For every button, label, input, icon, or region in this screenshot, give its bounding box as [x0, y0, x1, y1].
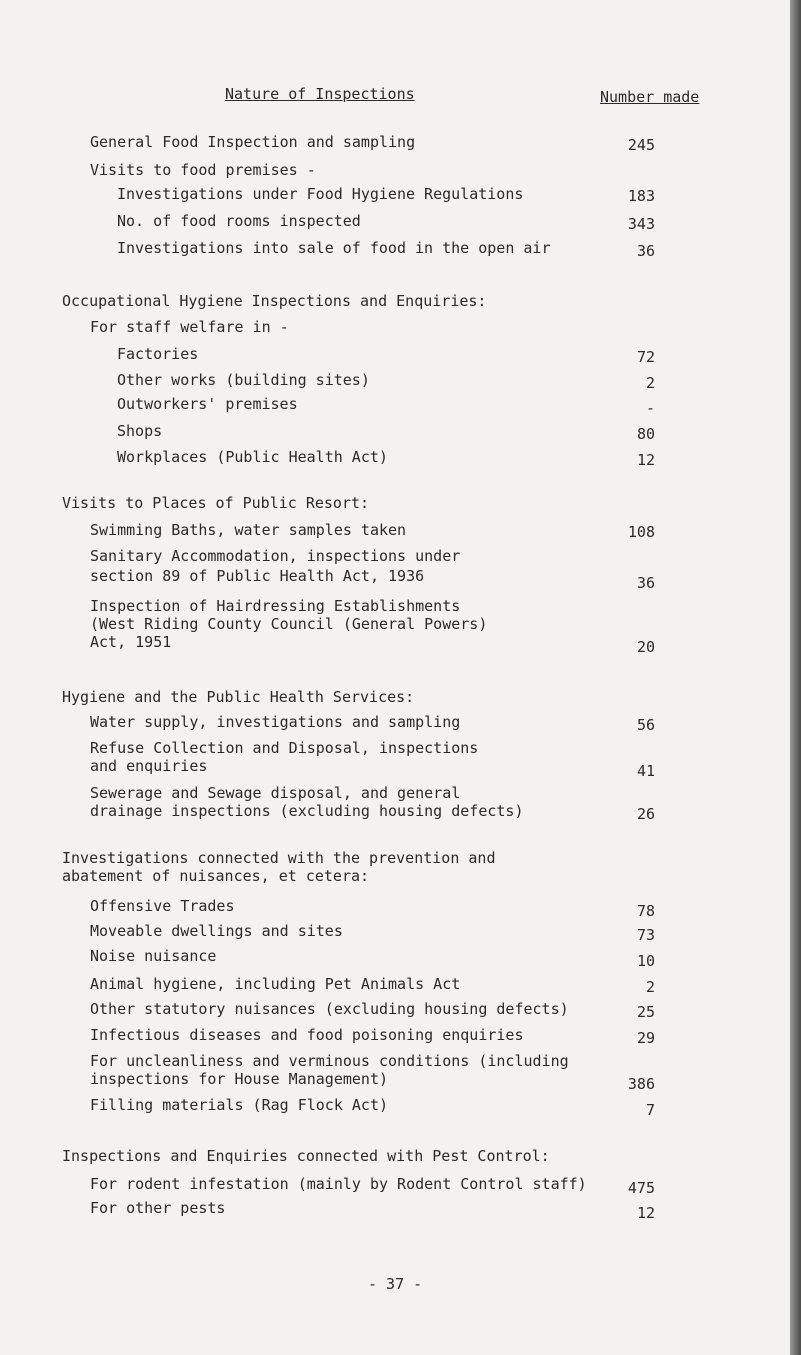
row-label: Noise nuisance: [90, 947, 217, 965]
row-label: Animal hygiene, including Pet Animals Act: [90, 975, 461, 993]
row-value: 73: [636, 926, 655, 944]
row-label: Act, 1951: [90, 633, 172, 651]
row-value: 386: [627, 1075, 655, 1093]
row-value: 80: [636, 425, 655, 443]
row-value: 20: [636, 638, 655, 656]
row-value: 56: [636, 716, 655, 734]
row-label: Sewerage and Sewage disposal, and general: [90, 784, 461, 802]
row-label: Water supply, investigations and sampling: [90, 713, 461, 731]
column-header-number: Number made: [600, 88, 700, 106]
row-label: No. of food rooms inspected: [117, 212, 361, 230]
section-heading: Visits to Places of Public Resort:: [62, 494, 370, 512]
row-label: Other works (building sites): [117, 371, 370, 389]
row-value: 343: [627, 215, 655, 233]
row-label: drainage inspections (excluding housing defects): [90, 802, 524, 820]
section-heading: Investigations connected with the prevention and: [62, 849, 496, 867]
row-label: Shops: [117, 422, 163, 440]
row-value: 29: [636, 1029, 655, 1047]
section-heading: Occupational Hygiene Inspections and Enquiries:: [62, 292, 487, 310]
row-value: 12: [636, 451, 655, 469]
row-value: 72: [636, 348, 655, 366]
row-label: Inspection of Hairdressing Establishments: [90, 597, 461, 615]
page-number: - 37 -: [368, 1275, 423, 1293]
row-label: Other statutory nuisances (excluding housing defects): [90, 1000, 569, 1018]
row-label: Refuse Collection and Disposal, inspections: [90, 739, 479, 757]
row-label: Infectious diseases and food poisoning enquiries: [90, 1026, 524, 1044]
row-label: For rodent infestation (mainly by Rodent Control staff): [90, 1175, 587, 1193]
row-label: section 89 of Public Health Act, 1936: [90, 567, 425, 585]
row-value: 25: [636, 1003, 655, 1021]
row-label: Investigations under Food Hygiene Regulations: [117, 185, 524, 203]
row-label: Outworkers' premises: [117, 395, 298, 413]
section-heading: Inspections and Enquiries connected with Pest Control:: [62, 1147, 550, 1165]
row-label: and enquiries: [90, 757, 208, 775]
row-value: 26: [636, 805, 655, 823]
row-value: 475: [627, 1179, 655, 1197]
row-value: 7: [645, 1101, 655, 1119]
row-label: General Food Inspection and sampling: [90, 133, 416, 151]
row-value: 245: [627, 136, 655, 154]
row-value: 10: [636, 952, 655, 970]
row-value: 12: [636, 1204, 655, 1222]
row-value: 78: [636, 902, 655, 920]
row-label: Swimming Baths, water samples taken: [90, 521, 407, 539]
section-heading: Hygiene and the Public Health Services:: [62, 688, 415, 706]
row-label: Investigations into sale of food in the open air: [117, 239, 551, 257]
row-value: 183: [627, 187, 655, 205]
row-label: Filling materials (Rag Flock Act): [90, 1096, 389, 1114]
row-label: Factories: [117, 345, 199, 363]
section-heading: abatement of nuisances, et cetera:: [62, 867, 370, 885]
row-label: For other pests: [90, 1199, 226, 1217]
column-header-nature: Nature of Inspections: [225, 85, 415, 103]
row-label: For staff welfare in -: [90, 318, 289, 336]
row-label: (West Riding County Council (General Powers): [90, 615, 488, 633]
row-value: 2: [645, 978, 655, 996]
row-label: inspections for House Management): [90, 1070, 389, 1088]
row-value: -: [645, 399, 655, 417]
page-edge-shadow: [790, 0, 801, 1355]
row-label: Sanitary Accommodation, inspections under: [90, 547, 461, 565]
row-label: For uncleanliness and verminous conditions (including: [90, 1052, 569, 1070]
row-value: 36: [636, 242, 655, 260]
row-value: 2: [645, 374, 655, 392]
row-value: 41: [636, 762, 655, 780]
row-value: 108: [627, 523, 655, 541]
row-value: 36: [636, 574, 655, 592]
row-label: Workplaces (Public Health Act): [117, 448, 388, 466]
row-label: Offensive Trades: [90, 897, 235, 915]
row-label: Moveable dwellings and sites: [90, 922, 343, 940]
row-label: Visits to food premises -: [90, 161, 316, 179]
